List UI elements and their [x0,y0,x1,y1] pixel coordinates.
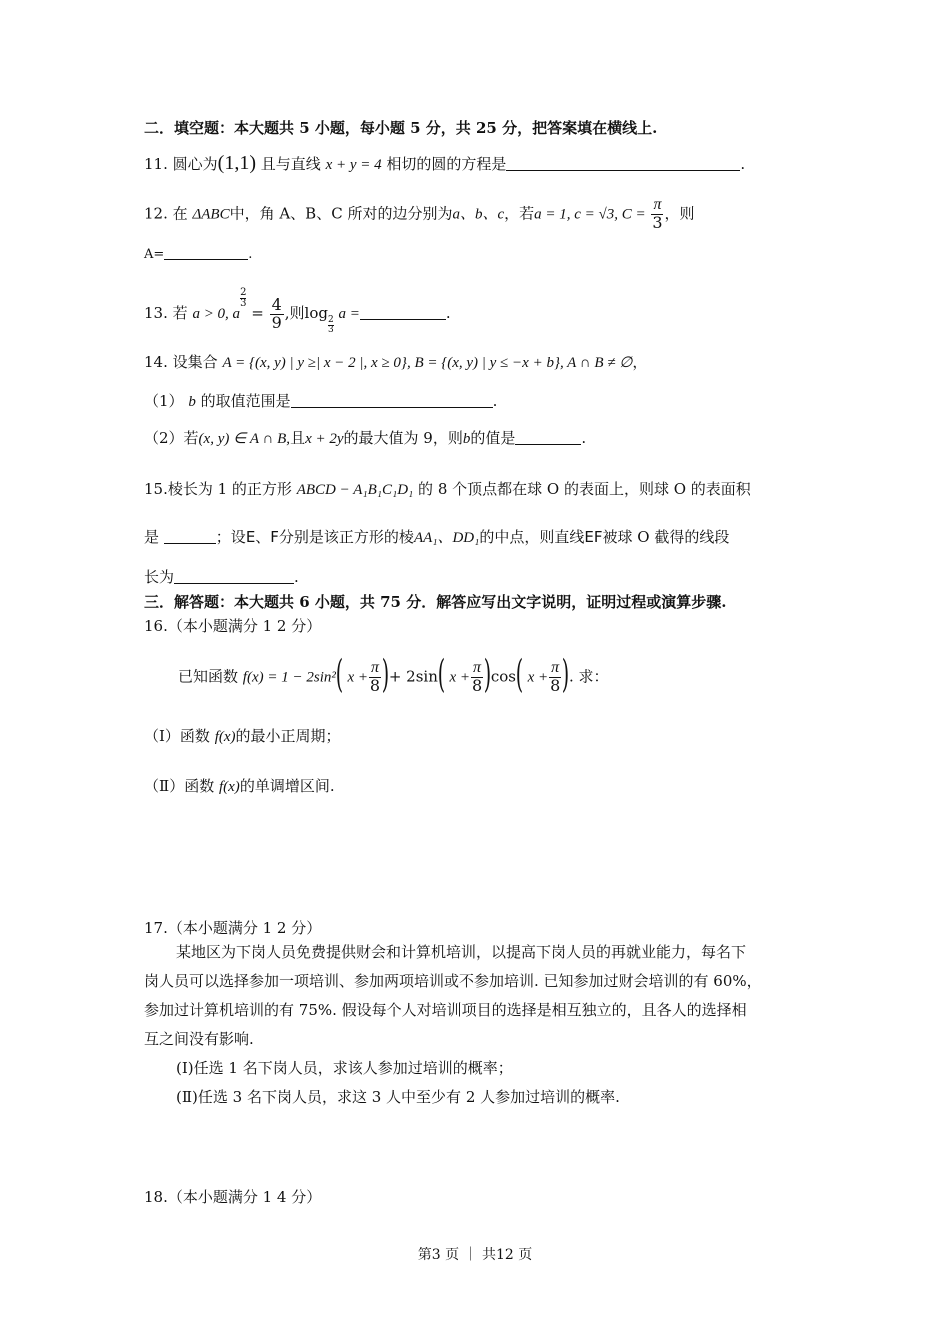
q14-text-1: 设集合 [172,353,218,371]
question-15-line2 [144,523,729,553]
q17-line-4: 互之间没有影响. [144,1030,254,1048]
q13-exponent [240,288,246,309]
q16-arg-2: x + [449,669,471,686]
q16-paren-close-2: ) [483,652,492,697]
q12-text-2: 中，角 A、B、C 所对的边分别为 [229,204,453,223]
q13-fraction [270,294,284,332]
q13-log-base [328,316,334,335]
q16-fx: f(x) = 1 − 2sin² [242,669,336,686]
q14-set-a: A = {(x, y) | y ≥| x − 2 |, x ≥ 0} [222,355,407,371]
q14-p1-end: . [492,392,498,410]
question-14-part1 [144,387,497,417]
q17-line-1: 某地区为下岗人员免费提供财会和计算机培训，以提高下岗人员的再就业能力，每名下 [176,943,747,961]
q15-edges: AA₁、DD₁ [413,530,480,546]
q13-base-den: 3 [327,325,334,335]
q17-title: 17.（本小题满分 1 2 分） [144,919,322,937]
q15-text-2c: 分别是该正方形的棱 [278,528,414,546]
q11-number: 11. [144,155,168,173]
q16-frac-3-num: π [551,659,560,676]
q17-line-2: 岗人员可以选择参加一项培训、参加两项培训或不参加培训. 已知参加过财会培训的有 60%， [144,972,762,990]
q16-frac-2 [471,660,483,695]
q16-cos: cos [490,667,517,686]
q14-p2-text-3: 的值是 [470,429,516,447]
q12-text-3: ，若 [504,204,535,223]
q14-p1-answer-blank[interactable] [291,393,493,408]
q11-answer-blank[interactable] [506,156,740,171]
q11-end: . [740,155,746,173]
q17-part1: (Ⅰ)任选 1 名下岗人员，求该人参加过培训的概率； [176,1059,513,1077]
q16-frac-2-den: 8 [471,675,483,695]
q16-paren-close-1: ) [381,652,390,697]
q14-p2-math: (x, y) ∈ A ∩ B, [198,431,291,447]
q15-text-2d: 的中点，则直线 [479,528,585,546]
page-footer: 第3 页 ｜ 共12 页 [417,1247,533,1263]
q14-p2-b: b [462,431,471,447]
question-13 [144,288,451,335]
q14-p2-text-1: 且 [290,429,306,447]
q13-frac-den: 9 [271,312,282,332]
q17-part2: (Ⅱ)任选 3 名下岗人员，求这 3 人中至少有 2 人参加过培训的概率. [176,1088,620,1106]
q13-number: 13. [144,304,168,322]
question-11 [144,149,745,180]
q15-text-2a: 是 [144,528,160,546]
q16-text-1: 已知函数 [178,667,239,686]
q16-mid: + 2sin [388,667,438,686]
q12-text-1: 在 [172,204,188,223]
q11-line-equation: x + y = 4 [325,157,382,173]
q13-condition: a > 0, a [192,306,241,322]
question-14 [144,348,647,378]
q14-p1-label: （1） [144,392,184,410]
q16-paren-open-2: ( [437,652,446,697]
q13-frac-num: 4 [271,294,282,314]
q13-end: . [445,304,451,322]
q12-number: 12. [144,204,168,223]
q16-paren-open-3: ( [515,652,524,697]
q11-text-3: 相切的圆的方程是 [386,155,507,173]
q13-exp-den: 3 [240,298,247,309]
q16-paren-close-3: ) [561,652,570,697]
q12-sides: a、b、c [452,206,505,223]
q17-line-3: 参加过计算机培训的有 75%. 假设每个人对培训项目的选择是相互独立的，且各人的选择相 [144,1001,747,1019]
q15-answer-blank-1[interactable] [164,529,216,544]
question-12 [144,197,694,232]
q16-frac-3-den: 8 [550,675,561,695]
q15-text-2b: ；设 [215,528,246,546]
q16-end: . 求： [569,667,609,686]
q15-ef: E、F [245,528,279,546]
q13-argument: a = [338,306,360,322]
q12-triangle: ΔABC [192,206,230,223]
q16-frac-3 [549,660,561,695]
q16-p2-f: f(x) [218,779,240,795]
q12-a-label: A= [144,247,165,262]
q11-text-2: 且与直线 [260,155,321,173]
q12-text-4: ，则 [664,204,695,223]
q16-title: 16.（本小题满分 1 2 分） [144,617,322,635]
q15-text-2e: 被球 O 截得的线段 [602,528,730,546]
q13-base-num: 2 [327,315,334,325]
q16-frac-1-den: 8 [369,675,381,695]
q14-p2-expr: x + 2y [305,431,344,447]
q15-text-1b: 的 8 个顶点都在球 O 的表面上，则球 O 的表面积 [418,480,751,498]
q14-p2-answer-blank[interactable] [515,430,581,445]
q17-body [144,938,808,1112]
question-14-part2 [144,424,586,454]
question-16-function [178,652,609,697]
question-15-line1 [144,475,751,505]
q14-number: 14. [144,353,168,371]
q14-p1-text: 的取值范围是 [200,392,291,410]
q16-frac-1 [369,660,381,695]
q14-p2-end: . [581,429,587,447]
q11-text-1: 圆心为 [172,155,218,173]
q13-answer-blank[interactable] [360,305,446,320]
q12-frac-den: 3 [652,212,663,232]
q13-text-1: 若 [172,304,188,322]
section2-heading: 二．填空题：本大题共 5 小题，每小题 5 分，共 25 分，把答案填在横线上. [144,119,658,137]
question-16-part1 [144,722,341,752]
q14-p2-text-2: 的最大值为 9，则 [343,429,463,447]
q12-end: . [248,247,253,262]
q16-p2-text: 的单调增区间. [239,777,335,795]
q16-arg-1: x + [347,669,368,686]
q11-point: (1,1) [217,152,256,174]
q14-end: ， [632,353,648,371]
q15-text-3: 长为 [144,568,175,586]
q15-text-1a: 15.棱长为 1 的正方形 [144,480,292,498]
q13-exp-num: 2 [240,287,247,298]
q15-answer-blank-2[interactable] [174,569,294,584]
q13-equals: = [251,304,264,322]
q14-p2-label: （2）若 [144,429,199,447]
q16-p1-text: 的最小正周期； [235,727,341,745]
q12-pi-over-3 [651,197,663,232]
q12-frac-num: π [653,196,662,213]
question-12-line2 [144,240,252,269]
q16-paren-open-1: ( [335,652,343,697]
question-15-line3 [144,563,299,592]
q16-p1-f: f(x) [214,729,236,745]
q16-p2-label: （Ⅱ）函数 [144,777,215,795]
q14-p1-b: b [188,394,196,410]
q16-frac-2-num: π [473,659,482,676]
q15-ef-line: EF [584,528,603,546]
q16-frac-1-num: π [371,659,380,676]
q18-title: 18.（本小题满分 1 4 分） [144,1188,322,1206]
q15-cube: ABCD − A₁B₁C₁D₁ [296,482,414,498]
q14-set-b: , B = {(x, y) | y ≤ −x + b}, A ∩ B ≠ ∅ [406,355,633,371]
question-16-part2 [144,772,335,802]
q16-arg-3: x + [527,669,549,686]
q12-answer-blank[interactable] [164,245,248,260]
q13-log: log [304,304,328,322]
q15-end: . [294,568,299,586]
q13-text-2: ,则 [284,304,305,322]
section3-heading: 三．解答题：本大题共 6 小题，共 75 分．解答应写出文字说明，证明过程或演算步骤. [144,593,727,611]
q16-p1-label: （Ⅰ）函数 [144,727,210,745]
q12-condition: a = 1, c = √3, C = [534,206,646,223]
